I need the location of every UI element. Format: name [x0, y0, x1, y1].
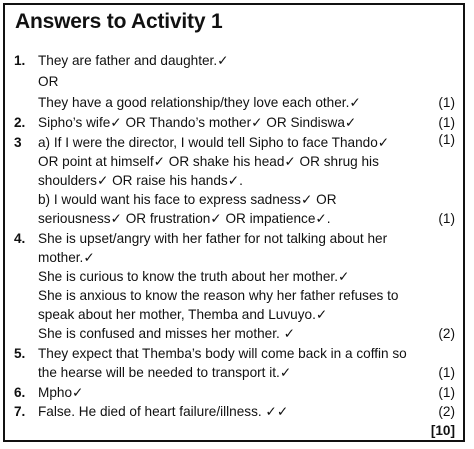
question-number-6: 6. [14, 385, 26, 400]
answer-4-line-3: She is curious to know the truth about her mother.✓ [38, 269, 350, 284]
mark-4: (2) [438, 326, 455, 341]
mark-3b: (1) [438, 211, 455, 226]
answer-4-line-5: speak about her mother, Themba and Luvuyo.✓ [38, 307, 328, 322]
mark-7: (2) [438, 404, 455, 419]
question-number-1: 1. [14, 53, 26, 68]
question-number-4: 4. [14, 231, 26, 246]
answer-3-line-1: a) If I were the director, I would tell Sipho to face Thando✓ [38, 135, 390, 150]
mark-2: (1) [438, 115, 455, 130]
answer-3-line-5: seriousness✓ OR frustration✓ OR impatience✓. [38, 211, 331, 226]
question-number-7: 7. [14, 404, 26, 419]
mark-5: (1) [438, 365, 455, 380]
question-number-5: 5. [14, 346, 26, 361]
question-number-2: 2. [14, 115, 26, 130]
mark-3a: (1) [438, 132, 455, 147]
answer-5-line-1: They expect that Themba’s body will come back in a coffin so [38, 346, 407, 361]
mark-6: (1) [438, 385, 455, 400]
answer-1-line-3: They have a good relationship/they love each other.✓ [38, 95, 361, 110]
answer-4-line-1: She is upset/angry with her father for not talking about her [38, 231, 388, 246]
answer-4-line-4: She is anxious to know the reason why her father refuses to [38, 288, 399, 303]
answer-4-line-6: She is confused and misses her mother. ✓ [38, 326, 295, 341]
total-marks: [10] [430, 423, 455, 438]
answer-1-line-2: OR [38, 74, 59, 89]
answer-1-line-1: They are father and daughter.✓ [38, 53, 229, 68]
page-title: Answers to Activity 1 [15, 10, 223, 33]
answer-3-line-4: b) I would want his face to express sadness✓ OR [38, 192, 337, 207]
question-number-3: 3 [14, 135, 22, 150]
answer-3-line-2: OR point at himself✓ OR shake his head✓ OR shrug his [38, 154, 379, 169]
answer-5-line-2: the hearse will be needed to transport it.✓ [38, 365, 292, 380]
answer-4-line-2: mother.✓ [38, 250, 95, 265]
answer-7-line-1: False. He died of heart failure/illness. ✓✓ [38, 404, 289, 419]
answer-6-line-1: Mpho✓ [38, 385, 84, 400]
mark-1: (1) [438, 95, 455, 110]
answer-2-line-1: Sipho’s wife✓ OR Thando’s mother✓ OR Sindiswa✓ [38, 115, 357, 130]
answer-3-line-3: shoulders✓ OR raise his hands✓. [38, 173, 243, 188]
